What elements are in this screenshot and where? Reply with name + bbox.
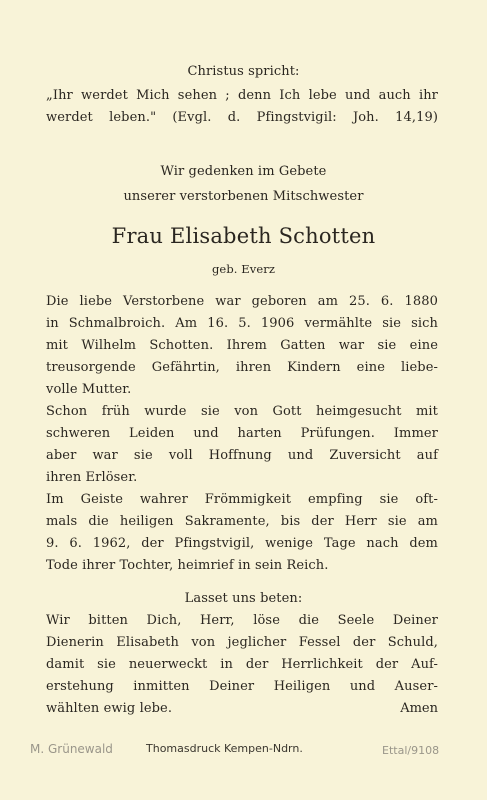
bio-line: in Schmalbroich. Am 16. 5. 1906 vermählte sie sich xyxy=(46,316,438,331)
print-code: Ettal/9108 xyxy=(382,744,440,757)
bio-line: schweren Leiden und harten Prüfungen. Immer xyxy=(46,426,438,441)
prayer-line: erstehung inmitten Deiner Heiligen und Auser- xyxy=(46,679,438,694)
bio-line: volle Mutter. xyxy=(46,382,132,397)
prayer-line: wählten ewig lebe. xyxy=(46,701,173,716)
bio-line: Im Geiste wahrer Frömmigkeit empfing sie oft- xyxy=(46,492,438,507)
bio-line: Schon früh wurde sie von Gott heimgesucht mit xyxy=(46,404,438,419)
bio-line: Tode ihrer Tochter, heimrief in sein Reich. xyxy=(46,558,329,573)
bio-line: aber war sie voll Hoffnung und Zuversicht auf xyxy=(46,448,438,463)
prayer-line: Dienerin Elisabeth von jeglicher Fessel der Schuld, xyxy=(46,635,438,650)
quote-line-2: werdet leben." (Evgl. d. Pfingstvigil: Joh. 14,19) xyxy=(46,110,438,125)
prayer-line: damit sie neuerweckt in der Herrlichkeit der Auf- xyxy=(46,657,438,672)
artist-credit: M. Grünewald xyxy=(30,742,113,756)
bio-line: treusorgende Gefährtin, ihren Kindern eine liebe- xyxy=(46,360,438,375)
amen: Amen xyxy=(400,701,438,716)
maiden-name: geb. Everz xyxy=(211,262,276,276)
bio-line: Die liebe Verstorbene war geboren am 25. 6. 1880 xyxy=(46,294,438,309)
memorial-line-1: Wir gedenken im Gebete xyxy=(160,164,327,179)
bio-line: mit Wilhelm Schotten. Ihrem Gatten war sie eine xyxy=(46,338,438,353)
printer-credit: Thomasdruck Kempen-Ndrn. xyxy=(146,742,303,755)
quote-intro: Christus spricht: xyxy=(187,64,300,79)
quote-line-1: „Ihr werdet Mich sehen ; denn Ich lebe und auch ihr xyxy=(46,88,438,103)
deceased-name: Frau Elisabeth Schotten xyxy=(111,224,376,248)
bio-line: 9. 6. 1962, der Pfingstvigil, wenige Tage nach dem xyxy=(46,536,438,551)
prayer-intro: Lasset uns beten: xyxy=(184,591,303,606)
memorial-line-2: unserer verstorbenen Mitschwester xyxy=(123,189,364,204)
prayer-line: Wir bitten Dich, Herr, löse die Seele Deiner xyxy=(46,613,438,628)
bio-line: ihren Erlöser. xyxy=(46,470,138,485)
bio-line: mals die heiligen Sakramente, bis der Herr sie am xyxy=(46,514,438,529)
